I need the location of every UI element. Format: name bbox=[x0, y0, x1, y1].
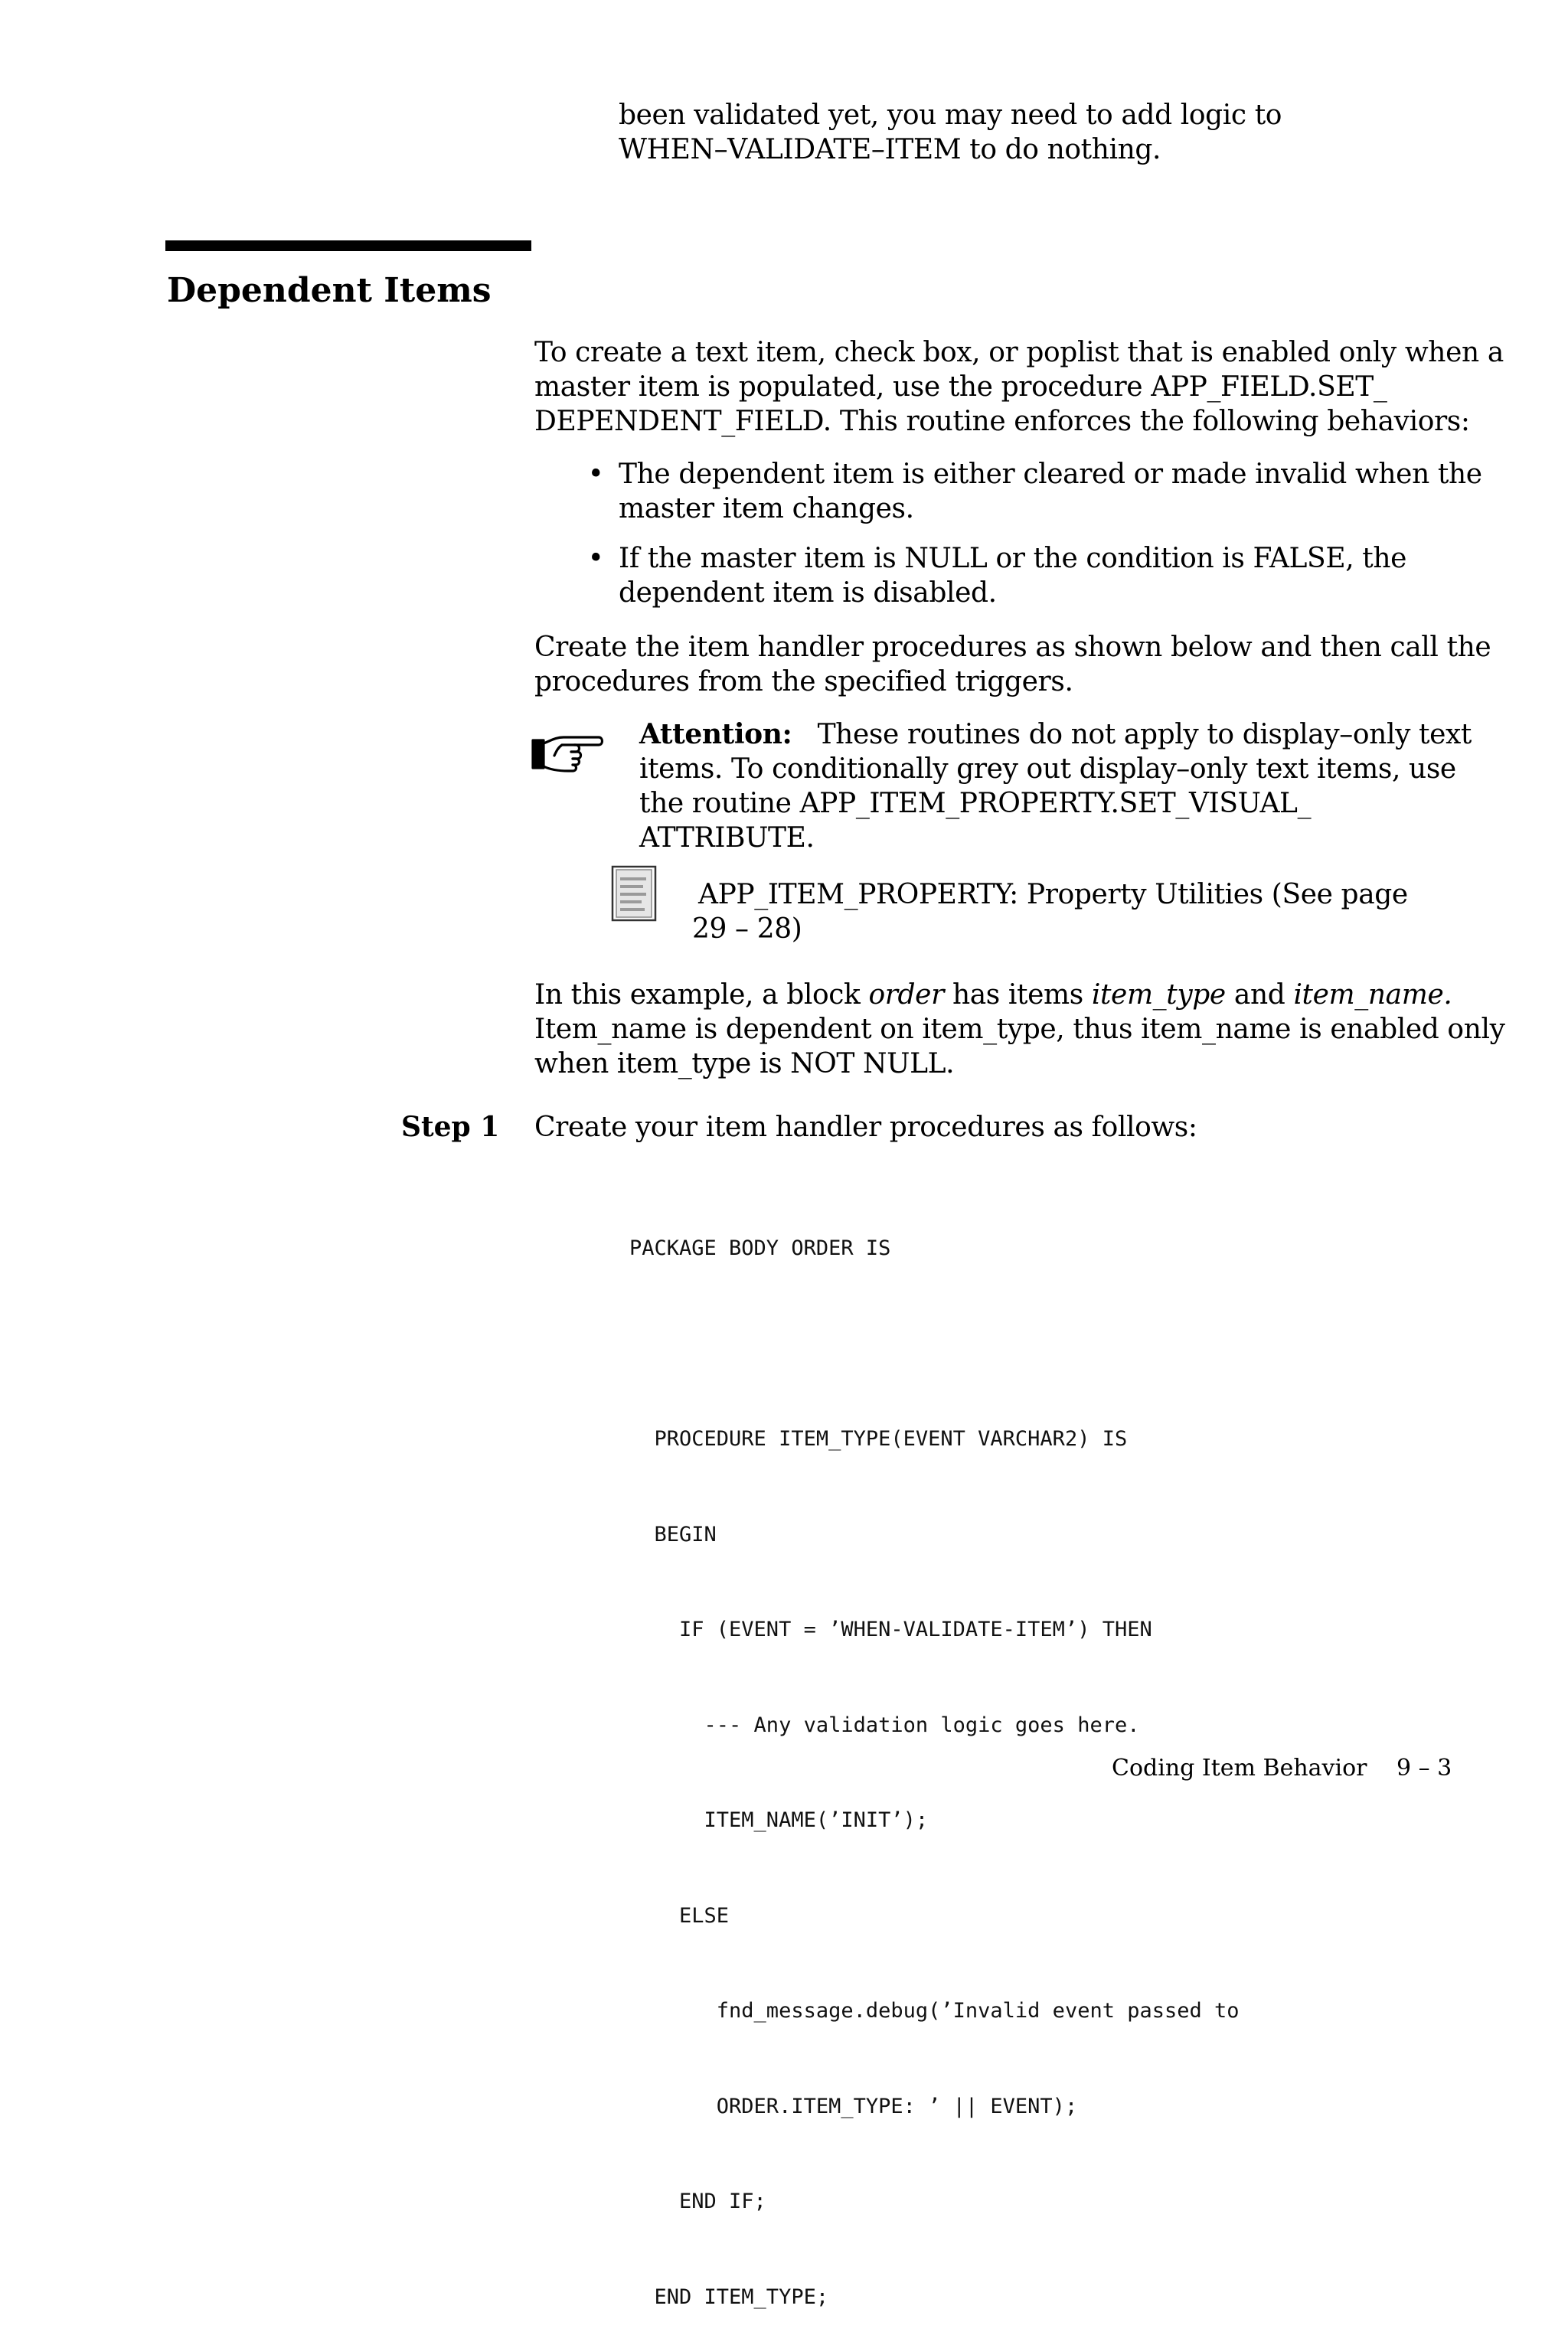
section-rule bbox=[165, 240, 531, 251]
code-line: PROCEDURE ITEM_TYPE(EVENT VARCHAR2) IS bbox=[629, 1427, 1128, 1451]
bullet-icon: • bbox=[587, 459, 604, 490]
attention-note bbox=[639, 717, 1472, 855]
code-line: END ITEM_TYPE; bbox=[629, 2285, 829, 2309]
bullet-1-line-2: master item changes. bbox=[619, 493, 914, 524]
example-text-1: In this example, a block bbox=[534, 979, 869, 1011]
create-line-2: procedures from the specified triggers. bbox=[534, 666, 1073, 697]
example-line-2: Item_name is dependent on item_type, thus item_name is enabled only bbox=[534, 1014, 1505, 1045]
block-name: order bbox=[868, 979, 944, 1011]
attention-line-2: items. To conditionally grey out display–only text items, use bbox=[639, 753, 1456, 785]
code-line: ELSE bbox=[629, 1903, 730, 1928]
code-line: ORDER.ITEM_TYPE: ’ || EVENT); bbox=[629, 2094, 1078, 2118]
code-line: fnd_message.debug(’Invalid event passed to bbox=[629, 1999, 1240, 2023]
footer-page-number: 9 – 3 bbox=[1396, 1755, 1452, 1782]
footer-chapter: Coding Item Behavior bbox=[1112, 1755, 1367, 1782]
example-line-1 bbox=[534, 978, 1505, 1012]
create-paragraph bbox=[534, 630, 1491, 699]
attention-text-1: These routines do not apply to display–only text bbox=[817, 719, 1472, 750]
code-line: PACKAGE BODY ORDER IS bbox=[629, 1236, 891, 1260]
bullet-icon: • bbox=[587, 543, 604, 574]
intro-paragraph bbox=[534, 335, 1504, 439]
section-heading: Dependent Items bbox=[167, 271, 492, 310]
step-label: Step 1 bbox=[401, 1111, 500, 1143]
intro-line-1: To create a text item, check box, or poplist that is enabled only when a bbox=[534, 337, 1504, 368]
intro-line-3: DEPENDENT_FIELD. This routine enforces the following behaviors: bbox=[534, 406, 1470, 437]
bullet-1-line-1: The dependent item is either cleared or made invalid when the bbox=[619, 459, 1482, 490]
code-line: --- Any validation logic goes here. bbox=[629, 1713, 1140, 1737]
item-type-name: item_type bbox=[1091, 979, 1226, 1011]
continuation-line-2: WHEN–VALIDATE–ITEM to do nothing. bbox=[619, 134, 1161, 165]
code-line: END IF; bbox=[629, 2190, 766, 2213]
step-text: Create your item handler procedures as follows: bbox=[534, 1112, 1197, 1143]
bullet-2-line-1: If the master item is NULL or the condition is FALSE, the bbox=[619, 543, 1407, 574]
code-line: ITEM_NAME(’INIT’); bbox=[629, 1808, 929, 1832]
attention-line-3: the routine APP_ITEM_PROPERTY.SET_VISUAL_ bbox=[639, 788, 1312, 819]
example-text-2: has items bbox=[943, 979, 1092, 1011]
continuation-line-1: been validated yet, you may need to add logic to bbox=[619, 100, 1282, 131]
list-item bbox=[586, 457, 1505, 526]
reference-line-1: APP_ITEM_PROPERTY: Property Utilities (See page bbox=[698, 879, 1408, 910]
attention-line-1 bbox=[639, 717, 1472, 752]
reference-link[interactable] bbox=[692, 877, 1408, 946]
intro-line-2: master item is populated, use the procedure APP_FIELD.SET_ bbox=[534, 371, 1387, 403]
continuation-paragraph bbox=[619, 98, 1282, 167]
code-line: BEGIN bbox=[629, 1522, 717, 1546]
create-line-1: Create the item handler procedures as shown below and then call the bbox=[534, 632, 1491, 663]
behavior-list bbox=[586, 457, 1505, 625]
item-name-name: item_name. bbox=[1293, 979, 1452, 1011]
attention-line-4: ATTRIBUTE. bbox=[639, 822, 815, 854]
reference-line-2: 29 – 28) bbox=[692, 913, 802, 945]
list-item bbox=[586, 541, 1505, 610]
pointing-hand-icon bbox=[531, 731, 605, 777]
code-line bbox=[629, 1328, 1240, 1360]
code-line: IF (EVENT = ’WHEN-VALIDATE-ITEM’) THEN bbox=[629, 1618, 1152, 1641]
document-icon bbox=[611, 865, 658, 923]
attention-label: Attention: bbox=[639, 718, 792, 750]
bullet-2-line-2: dependent item is disabled. bbox=[619, 577, 997, 609]
example-line-3: when item_type is NOT NULL. bbox=[534, 1048, 955, 1079]
example-text-3: and bbox=[1225, 979, 1294, 1011]
example-paragraph bbox=[534, 978, 1505, 1081]
